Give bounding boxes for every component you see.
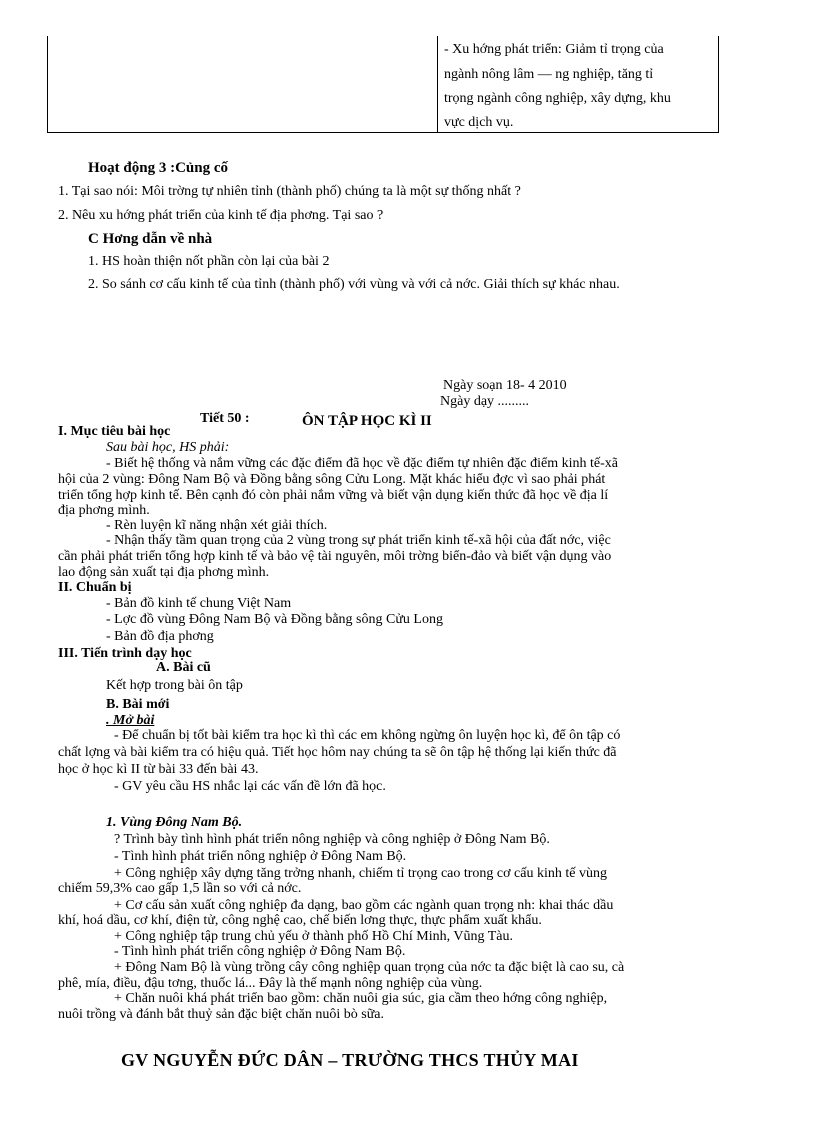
section1-line: triển tổng hợp kinh tế. Bên cạnh đó còn phải nắm vững và biết vận dụng kiến thức đã học về địa lí (58, 488, 609, 503)
intro-line: - Để chuẩn bị tốt bài kiểm tra học kì thì các em không ngừng ôn luyện học kì, để ôn tập có (114, 728, 621, 743)
guide-item-2: 2. So sánh cơ cấu kinh tế của tỉnh (thành phố) với vùng và với cả nớc. Giải thích sự khác nhau. (88, 277, 620, 292)
section1-heading: I. Mục tiêu bài học (58, 424, 171, 439)
region1-line: + Chăn nuôi khá phát triển bao gồm: chăn nuôi gia súc, gia cầm theo hớng công nghiệp, (114, 991, 608, 1006)
region1-line: khí, hoá dầu, cơ khí, điện tử, công nghệ cao, chế biến lơng thực, thực phẩm xuất khẩu. (58, 913, 542, 928)
section1-line: lao động sản xuất tại địa phơng mình. (58, 565, 270, 580)
date-prepared: Ngày soạn 18- 4 2010 (443, 378, 567, 393)
region1-line: + Cơ cấu sản xuất công nghiệp đa dạng, bao gồm các ngành quan trọng nh: khai thác dầu (114, 898, 614, 913)
table-text-line-1: - Xu hớng phát triển: Giảm tỉ trọng của (444, 42, 664, 57)
table-text-line-4: vực dịch vụ. (444, 115, 514, 130)
table-text-line-2: ngành nông lâm — ng nghiệp, tăng tỉ (444, 67, 654, 82)
prep-item: - Lợc đồ vùng Đông Nam Bộ và Đồng bằng sông Cửu Long (106, 612, 443, 627)
region1-line: nuôi trồng và đánh bắt thuỷ sản đặc biệt chăn nuôi bò sữa. (58, 1007, 385, 1022)
region1-line: - Tình hình phát triển nông nghiệp ở Đông Nam Bộ. (114, 849, 407, 864)
region1-title: 1. Vùng Đông Nam Bộ. (106, 815, 243, 830)
section1-intro: Sau bài học, HS phải: (106, 440, 230, 455)
section1-line: hội của 2 vùng: Đông Nam Bộ và Đồng bằng sông Cửu Long. Mặt khác hiểu đợc vì sao phải phát (58, 472, 606, 487)
section2-heading: II. Chuẩn bị (58, 580, 132, 595)
footer-teacher-school: GV NGUYỄN ĐỨC DÂN – TRƯỜNG THCS THỦY MAI (121, 1050, 579, 1070)
region1-line: chiếm 59,3% cao gấp 1,5 lần so với cả nớc. (58, 881, 302, 896)
section1-line: - Rèn luyện kĩ năng nhận xét giải thích. (106, 518, 328, 533)
section3-heading: III. Tiến trình dạy học (58, 646, 192, 661)
prep-item: - Bản đồ địa phơng (106, 629, 214, 644)
region1-line: + Công nghiệp xây dựng tăng trởng nhanh, chiếm tỉ trọng cao trong cơ cấu kinh tế vùng (114, 866, 607, 881)
region1-line: + Đông Nam Bộ là vùng trồng cây công nghiệp quan trọng của nớc ta đặc biệt là cao su, cà (114, 960, 625, 975)
activity3-question-2: 2. Nêu xu hớng phát triển của kinh tế địa phơng. Tại sao ? (58, 208, 384, 223)
guide-title: C Hơng dẫn về nhà (88, 231, 213, 247)
date-taught: Ngày dạy ......... (440, 394, 530, 409)
intro-title: . Mở bài (106, 713, 155, 728)
new-lesson-title: B. Bài mới (106, 697, 170, 712)
activity3-title: Hoạt động 3 :Củng cố (88, 160, 229, 176)
guide-item-1: 1. HS hoàn thiện nốt phần còn lại của bài 2 (88, 254, 330, 269)
prep-item: - Bản đồ kinh tế chung Việt Nam (106, 596, 292, 611)
old-lesson-text: Kết hợp trong bài ôn tập (106, 678, 243, 693)
section1-line: cần phải phát triển tổng hợp kinh tế và bảo vệ tài nguyên, môi trờng biển-đảo và biết vận dụng vào (58, 549, 612, 564)
old-lesson-title: A. Bài cũ (156, 660, 211, 675)
period-label: Tiết 50 : (200, 411, 250, 426)
section1-line: - Nhận thấy tầm quan trọng của 2 vùng trong sự phát triển kinh tế-xã hội của đất nớc, việc (106, 533, 611, 548)
lesson-title: ÔN TẬP HỌC KÌ II (302, 413, 432, 429)
intro-line: - GV yêu cầu HS nhắc lại các vấn đề lớn đã học. (114, 779, 386, 794)
region1-line: + Công nghiệp tập trung chủ yếu ở thành phố Hồ Chí Minh, Vũng Tàu. (114, 929, 513, 944)
section1-line: - Biết hệ thống và nắm vững các đặc điểm đã học về đặc điểm tự nhiên đặc điểm kinh tế-xã (106, 456, 618, 471)
region1-line: - Tình hình phát triển công nghiệp ở Đông Nam Bộ. (114, 944, 406, 959)
section1-line: địa phơng mình. (58, 503, 150, 518)
table-text-line-3: trọng ngành công nghiệp, xây dựng, khu (444, 91, 671, 106)
table-left-cell (47, 36, 438, 133)
region1-line: phê, mía, điều, đậu tơng, thuốc lá... Đây là thế mạnh nông nghiệp của vùng. (58, 976, 483, 991)
intro-line: học ở học kì II từ bài 33 đến bài 43. (58, 762, 259, 777)
region1-line: ? Trình bày tình hình phát triển nông nghiệp và công nghiệp ở Đông Nam Bộ. (114, 832, 550, 847)
activity3-question-1: 1. Tại sao nói: Môi trờng tự nhiên tỉnh (thành phố) chúng ta là một sự thống nhất ? (58, 184, 521, 199)
intro-line: chất lợng và bài kiểm tra có hiệu quả. Tiết học hôm nay chúng ta sẽ ôn tập hệ thống lại kiến thức đã (58, 745, 617, 760)
